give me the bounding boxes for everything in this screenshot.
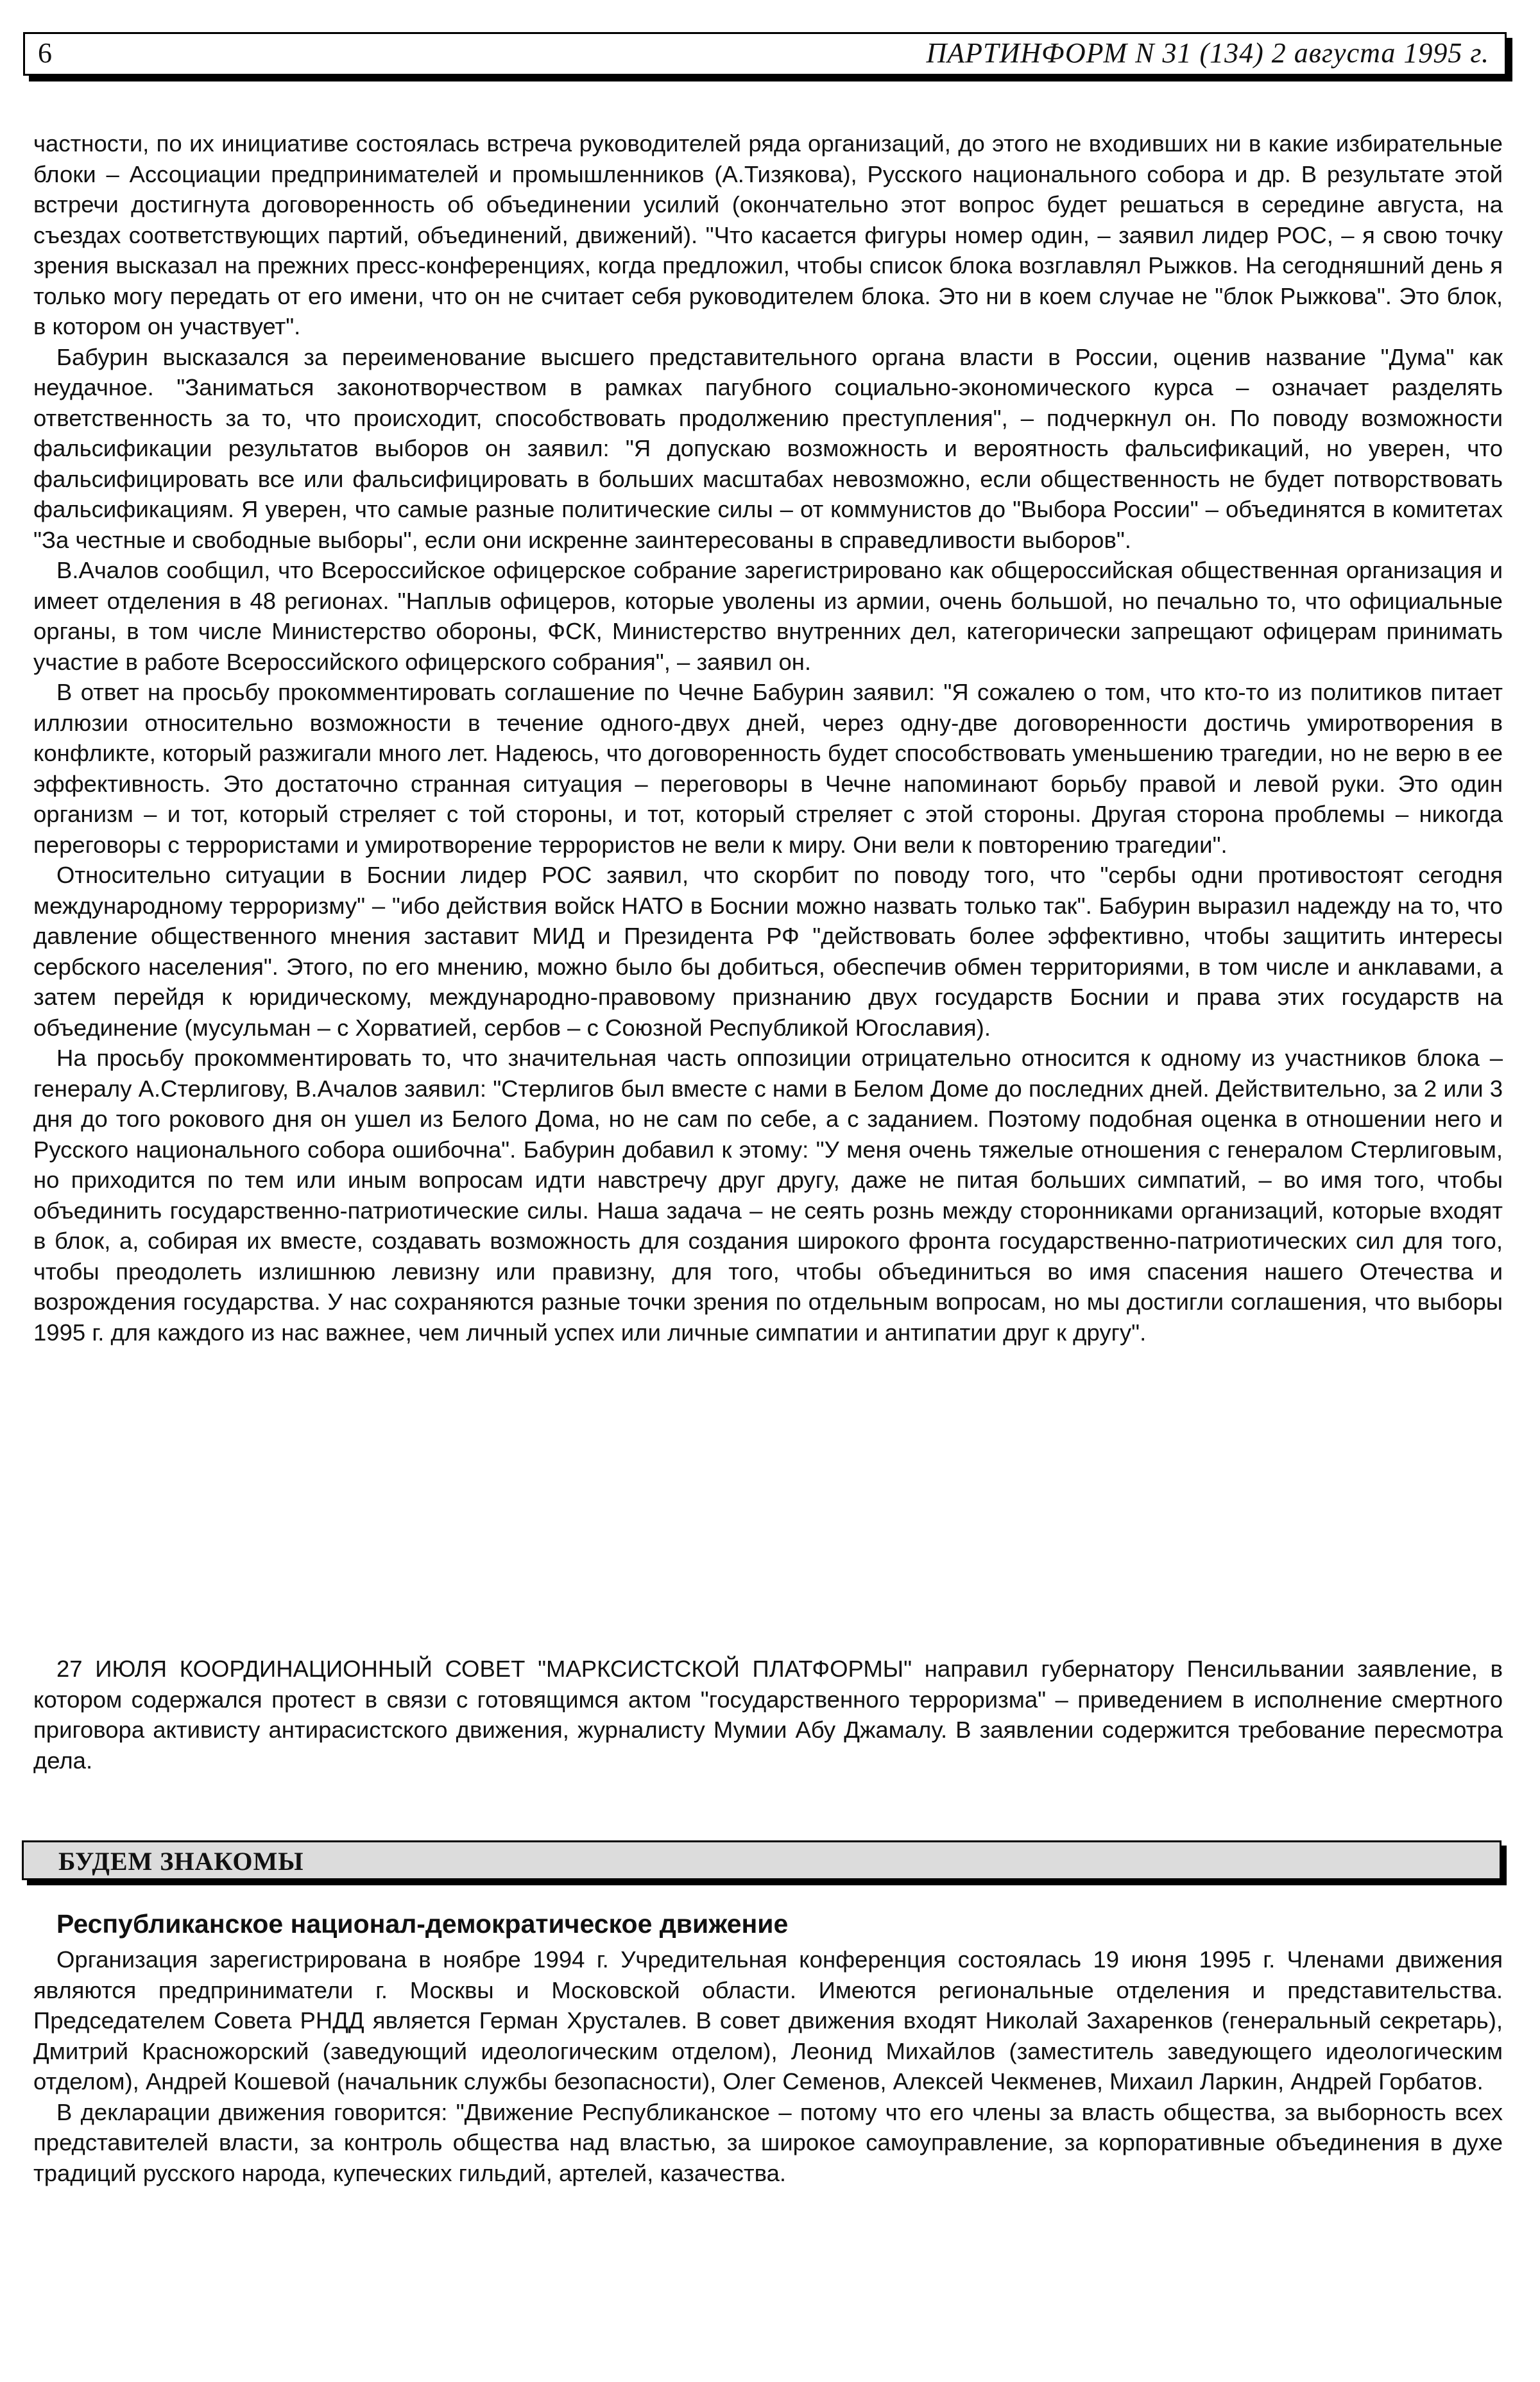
profile-heading: Республиканское национал-демократическое движение: [56, 1909, 789, 1939]
news-item-text: 27 ИЮЛЯ КООРДИНАЦИОННЫЙ СОВЕТ "МАРКСИСТСКОЙ ПЛАТФОРМЫ" направил губернатору Пенсильвании заявление, в котором содержался протест в связи с готовящимся актом "государственного терроризма" – приведением в исполнение смертного приговора активисту антирасистского движения, журналисту Мумии Абу Джамалу. В заявлении содержится требование пересмотра дела.: [33, 1656, 1503, 1774]
profile-article: [33, 1944, 1503, 2188]
article-continued: [33, 128, 1503, 1348]
profile-paragraph: Организация зарегистрирована в ноябре 1994 г. Учредительная конференция состоялась 19 июня 1995 г. Членами движения являются предприниматели г. Москвы и Московской области. Имеются региональные отделения и представительства. Председателем Совета РНДД является Герман Хрусталев. В совет движения входят Николай Захаренков (генеральный секретарь), Дмитрий Красножорский (заведующий идеологическим отделом), Леонид Михайлов (заместитель заведующего идеологическим отделом), Андрей Кошевой (начальник службы безопасности), Олег Семенов, Алексей Чекменев, Михаил Ларкин, Андрей Горбатов.: [33, 1946, 1503, 2095]
section-header: [22, 1840, 1502, 1880]
article-paragraph: частности, по их инициативе состоялась встреча руководителей ряда организаций, до этого не входивших ни в какие избирательные блоки – Ассоциации предпринимателей и промышленников (А.Тизякова), Русского национального собора и др. В результате этой встречи достигнута договоренность об объединении усилий (окончательно этот вопрос будет решаться в середине августа, на съездах соответствующих партий, объединений, движений). "Что касается фигуры номер один, – заявил лидер РОС, – я свою точку зрения высказал на прежних пресс-конференциях, когда предложил, чтобы список блока возглавлял Рыжков. На сегодняшний день я только могу передать от его имени, что он не считает себя руководителем блока. Это ни в коем случае не "блок Рыжкова". Это блок, в котором он участвует".: [33, 130, 1503, 339]
article-paragraph: В ответ на просьбу прокомментировать соглашение по Чечне Бабурин заявил: "Я сожалею о том, что кто-то из политиков питает иллюзии относительно возможности в течение одного-двух дней, через одну-две договоренности достичь умиротворения в конфликте, который разжигали много лет. Надеюсь, что договоренность будет способствовать уменьшению трагедии, но не верю в ее эффективность. Это достаточно странная ситуация – переговоры в Чечне напоминают борьбу правой и левой руки. Это один организм – и тот, который стреляет с той стороны, и тот, который стреляет с этой стороны. Другая сторона проблемы – никогда переговоры с террористами и умиротворение террористов не вели к миру. Они вели к повторению трагедии".: [33, 679, 1503, 858]
page-header: [23, 32, 1507, 76]
news-item: [33, 1654, 1503, 1776]
page-number: 6: [38, 37, 52, 69]
section-title: БУДЕМ ЗНАКОМЫ: [58, 1847, 304, 1876]
article-paragraph: В.Ачалов сообщил, что Всероссийское офицерское собрание зарегистрировано как общероссийская общественная организация и имеет отделения в 48 регионах. "Наплыв офицеров, которые уволены из армии, очень большой, но печально то, что официальные органы, в том числе Министерство обороны, ФСК, Министерство внутренних дел, категорически запрещают офицерам принимать участие в работе Всероссийского офицерского собрания", – заявил он.: [33, 557, 1503, 675]
profile-paragraph: В декларации движения говорится: "Движение Республиканское – потому что его члены за власть общества, за выборность всех представителей власти, за контроль общества над властью, за широкое самоуправление, за корпоративные объединения в духе традиций русского народа, купеческих гильдий, артелей, казачества.: [33, 2098, 1503, 2186]
article-paragraph: Относительно ситуации в Боснии лидер РОС заявил, что скорбит по поводу того, что "сербы одни противостоят сегодня международному терроризму" – "ибо действия войск НАТО в Боснии можно назвать только так". Бабурин выразил надежду на то, что давление общественного мнения заставит МИД и Президента РФ "действовать более эффективно, чтобы защитить интересы сербского населения". Этого, по его мнению, можно было бы добиться, обеспечив обмен территориями, в том числе и анклавами, а затем перейдя к юридическому, международно-правовому признанию двух государств Боснии и права этих государств на объединение (мусульман – с Хорватией, сербов – с Союзной Республикой Югославия).: [33, 862, 1503, 1041]
article-paragraph: Бабурин высказался за переименование высшего представительного органа власти в России, оценив название "Дума" как неудачное. "Заниматься законотворчеством в рамках пагубного социально-экономического курса – означает разделять ответственность за то, что происходит, способствовать продолжению преступления", – подчеркнул он. По поводу возможности фальсификации результатов выборов он заявил: "Я допускаю возможность и вероятность фальсификаций, но уверен, что фальсифицировать все или фальсифицировать в больших масштабах невозможно, если общественность не будет потворствовать фальсификациям. Я уверен, что самые разные политические силы – от коммунистов до "Выбора России" – объединятся в комитетах "За честные и свободные выборы", если они искренне заинтересованы в справедливости выборов".: [33, 343, 1503, 553]
article-paragraph: На просьбу прокомментировать то, что значительная часть оппозиции отрицательно относится к одному из участников блока – генералу А.Стерлигову, В.Ачалов заявил: "Стерлигов был вместе с нами в Белом Доме до последних дней. Действительно, за 2 или 3 дня до того рокового дня он ушел из Белого Дома, но не сам по себе, а с заданием. Поэтому подобная оценка в отношении него и Русского национального собора ошибочна". Бабурин добавил к этому: "У меня очень тяжелые отношения с генералом Стерлиговым, но приходится по тем или иным вопросам идти навстречу друг другу, даже не питая больших симпатий, – во имя того, чтобы объединить государственно-патриотические силы. Наша задача – не сеять рознь между сторонниками организаций, которые входят в блок, а, собирая их вместе, создавать возможность для создания широкого фронта государственно-патриотических сил для того, чтобы преодолеть излишнюю левизну или правизну, для того, чтобы объединиться во имя спасения нашего Отечества и возрождения государства. У нас сохраняются разные точки зрения по отдельным вопросам, но мы достигли соглашения, что выборы 1995 г. для каждого из нас важнее, чем личный успех или личные симпатии и антипатии друг к другу".: [33, 1045, 1503, 1346]
publication-title: ПАРТИНФОРМ N 31 (134) 2 августа 1995 г.: [926, 37, 1489, 69]
